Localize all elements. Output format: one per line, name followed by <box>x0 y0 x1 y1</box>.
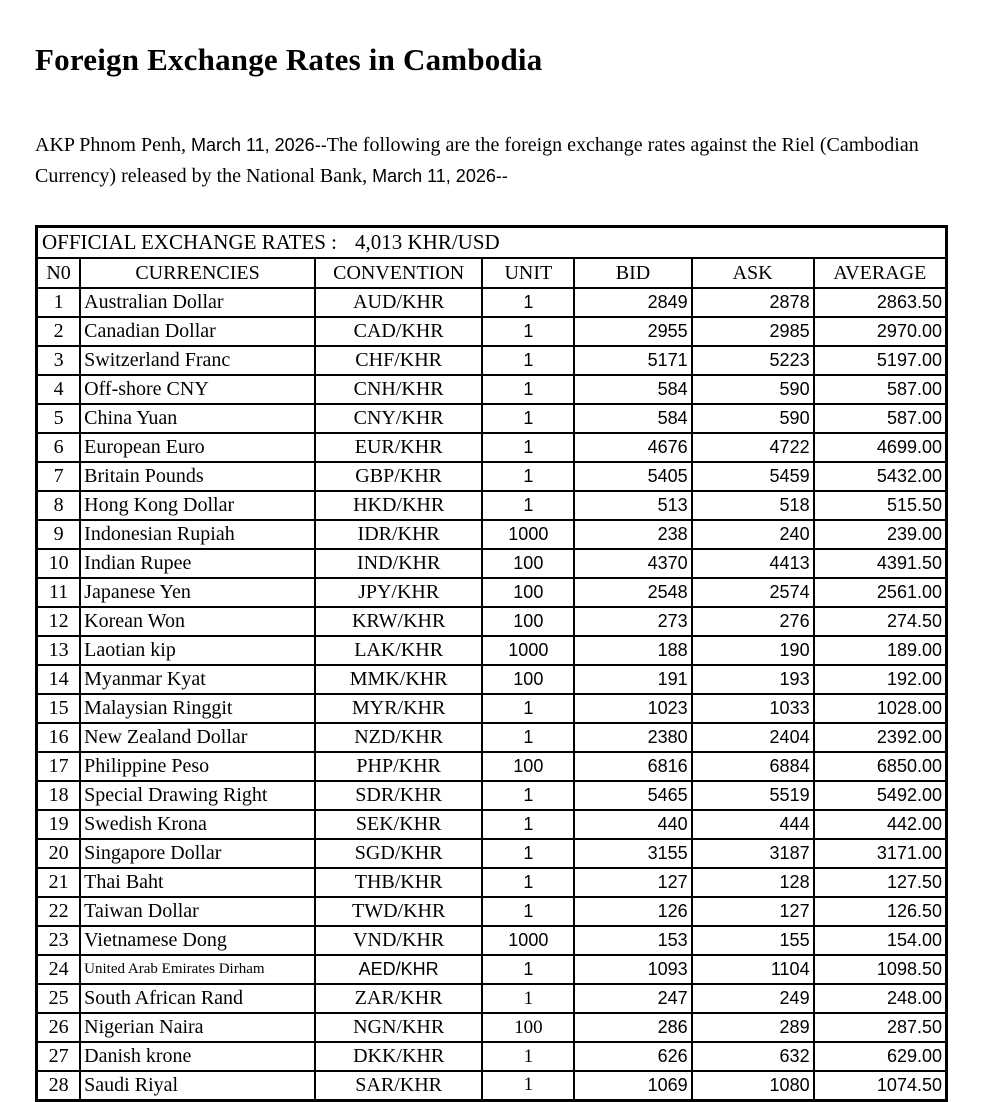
unit-cell: 1 <box>482 868 574 897</box>
bid-cell: 5405 <box>574 462 691 491</box>
average-cell: 127.50 <box>814 868 947 897</box>
bid-cell: 286 <box>574 1013 691 1042</box>
bid-cell: 5171 <box>574 346 691 375</box>
ask-cell: 590 <box>692 404 814 433</box>
unit-cell: 100 <box>482 752 574 781</box>
bid-cell: 2548 <box>574 578 691 607</box>
ask-cell: 5223 <box>692 346 814 375</box>
column-header-5: ASK <box>692 258 814 288</box>
average-cell: 2561.00 <box>814 578 947 607</box>
intro-text-2: The following are the foreign exchange rates against the Riel (Cambodian Currency) released by the National Bank, <box>35 134 919 187</box>
no-cell: 13 <box>37 636 81 665</box>
bid-cell: 4676 <box>574 433 691 462</box>
no-cell: 28 <box>37 1071 81 1100</box>
unit-cell: 1 <box>482 288 574 317</box>
bid-cell: 247 <box>574 984 691 1013</box>
no-cell: 14 <box>37 665 81 694</box>
unit-cell: 1 <box>482 1042 574 1071</box>
currency-cell: Thai Baht <box>80 868 315 897</box>
average-cell: 126.50 <box>814 897 947 926</box>
table-row <box>37 288 947 317</box>
unit-cell: 1 <box>482 491 574 520</box>
ask-cell: 289 <box>692 1013 814 1042</box>
unit-cell: 100 <box>482 549 574 578</box>
average-cell: 2863.50 <box>814 288 947 317</box>
currency-cell: Taiwan Dollar <box>80 897 315 926</box>
no-cell: 11 <box>37 578 81 607</box>
no-cell: 23 <box>37 926 81 955</box>
table-row <box>37 723 947 752</box>
unit-cell: 1 <box>482 317 574 346</box>
ask-cell: 518 <box>692 491 814 520</box>
no-cell: 2 <box>37 317 81 346</box>
unit-cell: 1 <box>482 433 574 462</box>
ask-cell: 4413 <box>692 549 814 578</box>
average-cell: 587.00 <box>814 375 947 404</box>
average-cell: 3171.00 <box>814 839 947 868</box>
average-cell: 629.00 <box>814 1042 947 1071</box>
bid-cell: 188 <box>574 636 691 665</box>
convention-cell: CAD/KHR <box>315 317 482 346</box>
no-cell: 1 <box>37 288 81 317</box>
currency-cell: South African Rand <box>80 984 315 1013</box>
currency-cell: Myanmar Kyat <box>80 665 315 694</box>
no-cell: 5 <box>37 404 81 433</box>
unit-cell: 1 <box>482 462 574 491</box>
no-cell: 15 <box>37 694 81 723</box>
table-row <box>37 462 947 491</box>
table-row <box>37 955 947 984</box>
currency-cell: New Zealand Dollar <box>80 723 315 752</box>
average-cell: 5492.00 <box>814 781 947 810</box>
convention-cell: PHP/KHR <box>315 752 482 781</box>
bid-cell: 4370 <box>574 549 691 578</box>
currency-cell: Danish krone <box>80 1042 315 1071</box>
convention-cell: IDR/KHR <box>315 520 482 549</box>
bid-cell: 584 <box>574 375 691 404</box>
no-cell: 19 <box>37 810 81 839</box>
bid-cell: 3155 <box>574 839 691 868</box>
unit-cell: 1 <box>482 839 574 868</box>
currency-cell: Australian Dollar <box>80 288 315 317</box>
ask-cell: 5459 <box>692 462 814 491</box>
currency-cell: Japanese Yen <box>80 578 315 607</box>
ask-cell: 2574 <box>692 578 814 607</box>
ask-cell: 190 <box>692 636 814 665</box>
table-row <box>37 1071 947 1100</box>
bid-cell: 1069 <box>574 1071 691 1100</box>
page-title: Foreign Exchange Rates in Cambodia <box>35 42 543 77</box>
table-row <box>37 1013 947 1042</box>
table-header-row <box>37 258 947 288</box>
average-cell: 2392.00 <box>814 723 947 752</box>
no-cell: 25 <box>37 984 81 1013</box>
average-cell: 442.00 <box>814 810 947 839</box>
ask-cell: 6884 <box>692 752 814 781</box>
ask-cell: 2404 <box>692 723 814 752</box>
unit-cell: 1000 <box>482 636 574 665</box>
convention-cell: THB/KHR <box>315 868 482 897</box>
bid-cell: 126 <box>574 897 691 926</box>
currency-cell: European Euro <box>80 433 315 462</box>
convention-cell: ZAR/KHR <box>315 984 482 1013</box>
bid-cell: 2955 <box>574 317 691 346</box>
unit-cell: 1 <box>482 1071 574 1100</box>
currency-cell: Special Drawing Right <box>80 781 315 810</box>
convention-cell: DKK/KHR <box>315 1042 482 1071</box>
convention-cell: IND/KHR <box>315 549 482 578</box>
average-cell: 192.00 <box>814 665 947 694</box>
currency-cell: Swedish Krona <box>80 810 315 839</box>
table-row <box>37 404 947 433</box>
currency-cell: Saudi Riyal <box>80 1071 315 1100</box>
currency-cell: Nigerian Naira <box>80 1013 315 1042</box>
table-row <box>37 868 947 897</box>
bid-cell: 513 <box>574 491 691 520</box>
average-cell: 1028.00 <box>814 694 947 723</box>
convention-cell: LAK/KHR <box>315 636 482 665</box>
table-row <box>37 1042 947 1071</box>
table-row <box>37 317 947 346</box>
column-header-4: BID <box>574 258 691 288</box>
currency-cell: Hong Kong Dollar <box>80 491 315 520</box>
column-header-3: UNIT <box>482 258 574 288</box>
table-row <box>37 897 947 926</box>
average-cell: 2970.00 <box>814 317 947 346</box>
convention-cell: SGD/KHR <box>315 839 482 868</box>
average-cell: 154.00 <box>814 926 947 955</box>
currency-cell: Malaysian Ringgit <box>80 694 315 723</box>
currency-cell: Vietnamese Dong <box>80 926 315 955</box>
no-cell: 18 <box>37 781 81 810</box>
unit-cell: 1 <box>482 346 574 375</box>
no-cell: 24 <box>37 955 81 984</box>
bid-cell: 440 <box>574 810 691 839</box>
ask-cell: 5519 <box>692 781 814 810</box>
table-row <box>37 578 947 607</box>
average-cell: 5197.00 <box>814 346 947 375</box>
no-cell: 26 <box>37 1013 81 1042</box>
intro-text-1: AKP Phnom Penh, <box>35 134 191 156</box>
table-row <box>37 665 947 694</box>
table-row <box>37 375 947 404</box>
unit-cell: 100 <box>482 578 574 607</box>
convention-cell: NZD/KHR <box>315 723 482 752</box>
table-row <box>37 520 947 549</box>
ask-cell: 193 <box>692 665 814 694</box>
bid-cell: 153 <box>574 926 691 955</box>
average-cell: 1074.50 <box>814 1071 947 1100</box>
bid-cell: 238 <box>574 520 691 549</box>
currency-cell: Korean Won <box>80 607 315 636</box>
ask-cell: 1033 <box>692 694 814 723</box>
average-cell: 1098.50 <box>814 955 947 984</box>
convention-cell: AED/KHR <box>315 955 482 984</box>
no-cell: 16 <box>37 723 81 752</box>
unit-cell: 1 <box>482 723 574 752</box>
bid-cell: 1093 <box>574 955 691 984</box>
ask-cell: 2985 <box>692 317 814 346</box>
convention-cell: SAR/KHR <box>315 1071 482 1100</box>
average-cell: 5432.00 <box>814 462 947 491</box>
unit-cell: 100 <box>482 665 574 694</box>
convention-cell: SDR/KHR <box>315 781 482 810</box>
currency-cell: Laotian kip <box>80 636 315 665</box>
ask-cell: 1104 <box>692 955 814 984</box>
no-cell: 12 <box>37 607 81 636</box>
no-cell: 9 <box>37 520 81 549</box>
no-cell: 21 <box>37 868 81 897</box>
table-row <box>37 984 947 1013</box>
currency-cell: China Yuan <box>80 404 315 433</box>
unit-cell: 100 <box>482 607 574 636</box>
unit-cell: 1 <box>482 375 574 404</box>
table-row <box>37 346 947 375</box>
ask-cell: 249 <box>692 984 814 1013</box>
no-cell: 6 <box>37 433 81 462</box>
convention-cell: MMK/KHR <box>315 665 482 694</box>
no-cell: 8 <box>37 491 81 520</box>
column-header-0: N0 <box>37 258 81 288</box>
no-cell: 20 <box>37 839 81 868</box>
no-cell: 17 <box>37 752 81 781</box>
no-cell: 27 <box>37 1042 81 1071</box>
convention-cell: HKD/KHR <box>315 491 482 520</box>
ask-cell: 632 <box>692 1042 814 1071</box>
ask-cell: 155 <box>692 926 814 955</box>
convention-cell: VND/KHR <box>315 926 482 955</box>
bid-cell: 6816 <box>574 752 691 781</box>
ask-cell: 3187 <box>692 839 814 868</box>
unit-cell: 1000 <box>482 520 574 549</box>
table-row <box>37 636 947 665</box>
banner-row <box>37 227 947 259</box>
convention-cell: CNY/KHR <box>315 404 482 433</box>
no-cell: 4 <box>37 375 81 404</box>
table-row <box>37 694 947 723</box>
table-row <box>37 839 947 868</box>
column-header-6: AVERAGE <box>814 258 947 288</box>
bid-cell: 584 <box>574 404 691 433</box>
currency-cell: Off-shore CNY <box>80 375 315 404</box>
ask-cell: 590 <box>692 375 814 404</box>
unit-cell: 1 <box>482 781 574 810</box>
intro-date-2: March 11, 2026-- <box>372 166 508 186</box>
table-row <box>37 752 947 781</box>
average-cell: 6850.00 <box>814 752 947 781</box>
intro-paragraph <box>35 130 965 192</box>
unit-cell: 1 <box>482 897 574 926</box>
banner-cell <box>37 227 947 259</box>
banner-label: OFFICIAL EXCHANGE RATES : <box>42 230 337 254</box>
bid-cell: 127 <box>574 868 691 897</box>
convention-cell: CHF/KHR <box>315 346 482 375</box>
bid-cell: 191 <box>574 665 691 694</box>
table-row <box>37 926 947 955</box>
table-row <box>37 607 947 636</box>
table-row <box>37 549 947 578</box>
unit-cell: 1 <box>482 404 574 433</box>
no-cell: 22 <box>37 897 81 926</box>
currency-cell: Britain Pounds <box>80 462 315 491</box>
currency-cell: Canadian Dollar <box>80 317 315 346</box>
currency-cell: Singapore Dollar <box>80 839 315 868</box>
bid-cell: 5465 <box>574 781 691 810</box>
currency-cell: Philippine Peso <box>80 752 315 781</box>
convention-cell: MYR/KHR <box>315 694 482 723</box>
ask-cell: 127 <box>692 897 814 926</box>
convention-cell: KRW/KHR <box>315 607 482 636</box>
average-cell: 515.50 <box>814 491 947 520</box>
column-header-1: CURRENCIES <box>80 258 315 288</box>
unit-cell: 1 <box>482 694 574 723</box>
no-cell: 10 <box>37 549 81 578</box>
convention-cell: JPY/KHR <box>315 578 482 607</box>
ask-cell: 444 <box>692 810 814 839</box>
ask-cell: 276 <box>692 607 814 636</box>
currency-cell: United Arab Emirates Dirham <box>80 955 315 984</box>
bid-cell: 1023 <box>574 694 691 723</box>
average-cell: 287.50 <box>814 1013 947 1042</box>
currency-cell: Indian Rupee <box>80 549 315 578</box>
unit-cell: 1 <box>482 955 574 984</box>
ask-cell: 2878 <box>692 288 814 317</box>
convention-cell: TWD/KHR <box>315 897 482 926</box>
average-cell: 4391.50 <box>814 549 947 578</box>
ask-cell: 128 <box>692 868 814 897</box>
bid-cell: 626 <box>574 1042 691 1071</box>
intro-date-1: March 11, 2026-- <box>190 135 327 155</box>
column-header-2: CONVENTION <box>315 258 482 288</box>
average-cell: 587.00 <box>814 404 947 433</box>
unit-cell: 1 <box>482 984 574 1013</box>
convention-cell: CNH/KHR <box>315 375 482 404</box>
table-row <box>37 810 947 839</box>
ask-cell: 240 <box>692 520 814 549</box>
currency-cell: Switzerland Franc <box>80 346 315 375</box>
exchange-rates-table <box>35 225 948 1102</box>
ask-cell: 4722 <box>692 433 814 462</box>
currency-cell: Indonesian Rupiah <box>80 520 315 549</box>
convention-cell: EUR/KHR <box>315 433 482 462</box>
convention-cell: AUD/KHR <box>315 288 482 317</box>
bid-cell: 2380 <box>574 723 691 752</box>
table-row <box>37 433 947 462</box>
bid-cell: 273 <box>574 607 691 636</box>
unit-cell: 1000 <box>482 926 574 955</box>
average-cell: 4699.00 <box>814 433 947 462</box>
unit-cell: 100 <box>482 1013 574 1042</box>
no-cell: 7 <box>37 462 81 491</box>
convention-cell: GBP/KHR <box>315 462 482 491</box>
average-cell: 248.00 <box>814 984 947 1013</box>
banner-value: 4,013 KHR/USD <box>354 230 500 254</box>
ask-cell: 1080 <box>692 1071 814 1100</box>
table-body <box>37 288 947 1100</box>
table-row <box>37 781 947 810</box>
average-cell: 274.50 <box>814 607 947 636</box>
average-cell: 239.00 <box>814 520 947 549</box>
convention-cell: SEK/KHR <box>315 810 482 839</box>
convention-cell: NGN/KHR <box>315 1013 482 1042</box>
unit-cell: 1 <box>482 810 574 839</box>
average-cell: 189.00 <box>814 636 947 665</box>
bid-cell: 2849 <box>574 288 691 317</box>
no-cell: 3 <box>37 346 81 375</box>
table-row <box>37 491 947 520</box>
